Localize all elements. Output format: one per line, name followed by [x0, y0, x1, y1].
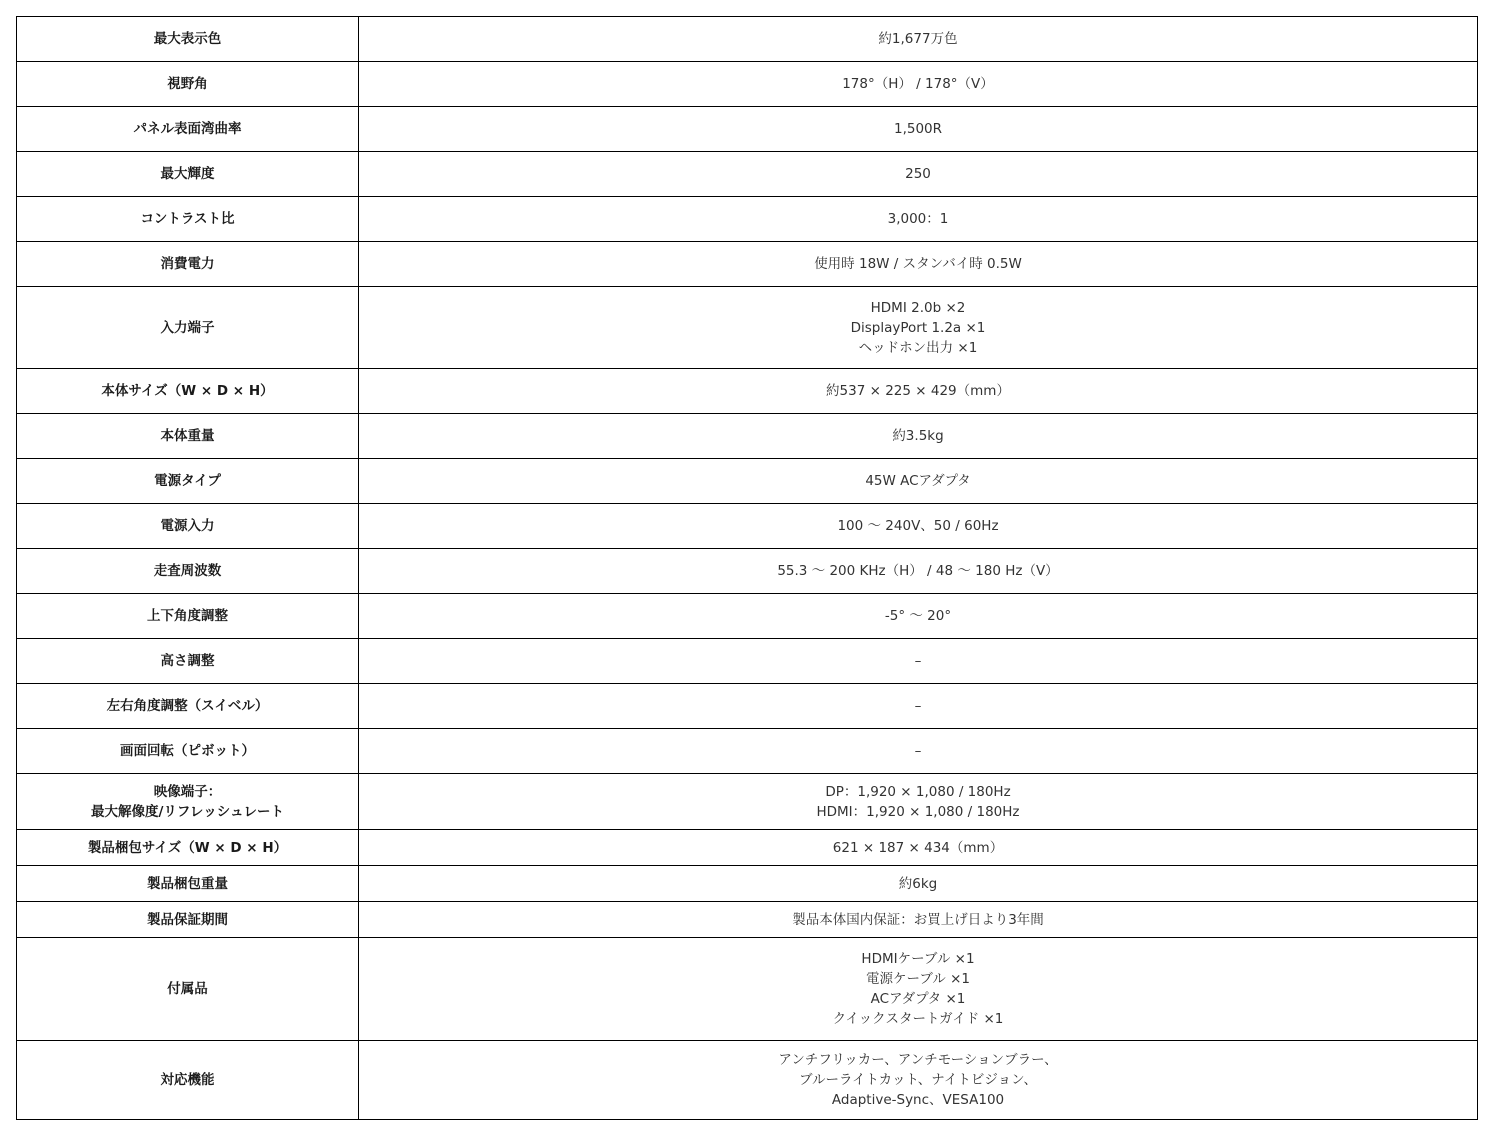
spec-label-text: 入力端子 — [160, 319, 215, 336]
spec-value-text: アンチフリッカー、アンチモーションブラー、 — [778, 1052, 1058, 1068]
spec-label — [17, 287, 359, 369]
spec-value — [359, 152, 1478, 197]
spec-value-text: ブルーライトカット、ナイトビジョン、 — [798, 1072, 1037, 1088]
spec-label — [17, 459, 359, 504]
spec-value — [359, 594, 1478, 639]
table-row — [17, 938, 1478, 1041]
spec-label-text: 付属品 — [167, 981, 208, 997]
spec-value — [359, 107, 1478, 152]
spec-value-text: – — [914, 698, 922, 714]
spec-value-text: 3,000：1 — [887, 211, 949, 227]
spec-label — [17, 866, 359, 902]
spec-label — [17, 414, 359, 459]
table-row — [17, 1041, 1478, 1120]
spec-label — [17, 242, 359, 287]
spec-label — [17, 549, 359, 594]
spec-label-text: 電源入力 — [160, 518, 215, 534]
table-row — [17, 242, 1478, 287]
table-row — [17, 459, 1478, 504]
spec-label-text: 製品梱包重量 — [147, 875, 228, 892]
spec-label — [17, 197, 359, 242]
spec-label-text: 最大輝度 — [160, 166, 215, 182]
spec-label — [17, 729, 359, 774]
spec-label-text: パネル表面湾曲率 — [133, 121, 242, 137]
spec-table — [16, 16, 1478, 1120]
spec-label-text: 最大表示色 — [153, 31, 222, 47]
spec-label — [17, 684, 359, 729]
spec-value — [359, 729, 1478, 774]
spec-label — [17, 62, 359, 107]
spec-value-text: HDMIケーブル ×1 — [861, 951, 975, 967]
spec-value-text: ヘッドホン出力 ×1 — [858, 339, 978, 356]
spec-value — [359, 639, 1478, 684]
spec-label-text: 視野角 — [167, 76, 208, 92]
spec-value — [359, 369, 1478, 414]
spec-value-text: 621 × 187 × 434（mm） — [832, 839, 1004, 856]
spec-label-text: 本体サイズ（W × D × H） — [101, 383, 274, 399]
spec-label-text: 消費電力 — [160, 256, 215, 272]
spec-value — [359, 62, 1478, 107]
spec-label — [17, 107, 359, 152]
table-row — [17, 152, 1478, 197]
spec-value-text: 約1,677万色 — [878, 31, 958, 47]
table-row — [17, 902, 1478, 938]
spec-label-text: 対応機能 — [160, 1072, 215, 1088]
spec-value-text: Adaptive-Sync、VESA100 — [831, 1092, 1005, 1108]
spec-value — [359, 774, 1478, 830]
table-row — [17, 17, 1478, 62]
table-row — [17, 549, 1478, 594]
spec-value — [359, 242, 1478, 287]
spec-label-text: 左右角度調整（スイベル） — [106, 698, 269, 714]
spec-value-text: HDMI：1,920 × 1,080 / 180Hz — [816, 803, 1020, 820]
spec-label — [17, 774, 359, 830]
spec-value-text: 45W ACアダプタ — [865, 473, 971, 489]
spec-value — [359, 830, 1478, 866]
table-row — [17, 62, 1478, 107]
spec-value — [359, 504, 1478, 549]
table-row — [17, 866, 1478, 902]
spec-value-text: 約6kg — [898, 875, 938, 892]
table-row — [17, 414, 1478, 459]
spec-label-text: 走査周波数 — [153, 563, 222, 579]
spec-label — [17, 830, 359, 866]
table-row — [17, 684, 1478, 729]
spec-label — [17, 504, 359, 549]
spec-value-text: 製品本体国内保証：お買上げ日より3年間 — [792, 911, 1044, 928]
spec-value-text: 55.3 ～ 200 KHz（H） / 48 ～ 180 Hz（V） — [777, 563, 1059, 579]
spec-value-text: DisplayPort 1.2a ×1 — [850, 319, 986, 336]
spec-label-text: 本体重量 — [160, 428, 215, 444]
spec-value-text: 178°（H） / 178°（V） — [842, 76, 994, 92]
spec-value — [359, 287, 1478, 369]
spec-value-text: – — [914, 743, 922, 759]
spec-label — [17, 369, 359, 414]
table-row — [17, 639, 1478, 684]
spec-value — [359, 414, 1478, 459]
spec-label — [17, 902, 359, 938]
table-row — [17, 504, 1478, 549]
table-row — [17, 197, 1478, 242]
spec-label-text: 上下角度調整 — [147, 608, 228, 624]
spec-value-text: 約537 × 225 × 429（mm） — [826, 383, 1010, 399]
spec-value — [359, 549, 1478, 594]
spec-label — [17, 1041, 359, 1120]
spec-value-text: HDMI 2.0b ×2 — [870, 299, 966, 316]
spec-label-text: 高さ調整 — [160, 653, 215, 669]
table-row — [17, 594, 1478, 639]
spec-value — [359, 938, 1478, 1041]
spec-value-text: 使用時 18W / スタンバイ時 0.5W — [814, 256, 1022, 272]
table-row — [17, 287, 1478, 369]
spec-label-text: 映像端子： — [153, 783, 222, 800]
spec-value-text: – — [914, 653, 922, 669]
spec-label — [17, 594, 359, 639]
table-row — [17, 774, 1478, 830]
spec-value — [359, 17, 1478, 62]
spec-label-text: 電源タイプ — [154, 473, 221, 489]
spec-label — [17, 152, 359, 197]
spec-value — [359, 197, 1478, 242]
spec-value-text: ACアダプタ ×1 — [870, 991, 966, 1007]
spec-label-text: 製品梱包サイズ（W × D × H） — [87, 839, 288, 856]
spec-value — [359, 866, 1478, 902]
table-row — [17, 830, 1478, 866]
spec-value-text: DP：1,920 × 1,080 / 180Hz — [825, 783, 1011, 800]
spec-value-text: 約3.5kg — [892, 428, 944, 444]
spec-value — [359, 459, 1478, 504]
spec-label-text: コントラスト比 — [140, 211, 235, 227]
table-row — [17, 107, 1478, 152]
table-row — [17, 369, 1478, 414]
spec-label — [17, 17, 359, 62]
spec-value — [359, 1041, 1478, 1120]
spec-value-text: 1,500R — [893, 121, 943, 137]
spec-value-text: -5° ～ 20° — [884, 608, 952, 624]
spec-value — [359, 902, 1478, 938]
spec-label-text: 製品保証期間 — [147, 911, 228, 928]
table-row — [17, 729, 1478, 774]
spec-value-text: 250 — [905, 166, 931, 182]
spec-table-body — [17, 17, 1478, 1120]
spec-label — [17, 639, 359, 684]
spec-label-text: 最大解像度/リフレッシュレート — [91, 803, 284, 820]
spec-label — [17, 938, 359, 1041]
spec-value-text: 電源ケーブル ×1 — [866, 971, 970, 987]
spec-value-text: 100 ～ 240V、50 / 60Hz — [837, 518, 999, 534]
spec-label-text: 画面回転（ピボット） — [120, 743, 255, 759]
spec-value-text: クイックスタートガイド ×1 — [832, 1011, 1004, 1027]
spec-value — [359, 684, 1478, 729]
